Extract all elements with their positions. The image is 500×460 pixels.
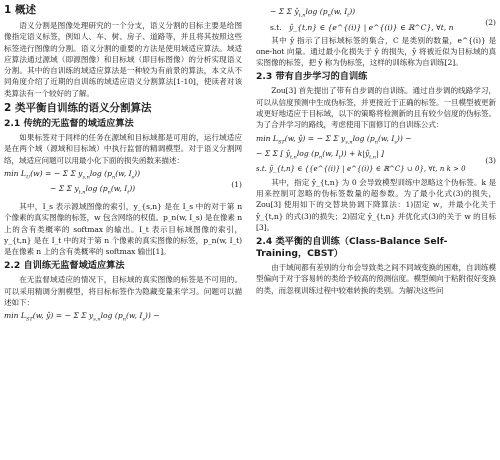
section-2-1-title: 2.1 传统的无监督的域适应算法: [4, 118, 134, 130]
right-paragraph-3: 其中，指定 ŷ_{t,n} 为 0 会导致模型训练中忽略这个伪标签。k 是用来控制可忽略的伪标签数量的超参数。为了最小化式(3)的损失，Zou[3] 使用如下的交替块协调下降算法：1)固定 w，并最小化关于 ŷ_{t,n} 的式(3)的损失；2)固定 ŷ_{t,n} 并优化式(3)的关于 w 的目标[3]。: [256, 177, 496, 232]
equation-3-lhs: min L: [256, 133, 278, 143]
equation-2-term-2: log (p: [100, 311, 123, 321]
equation-1-line-2: − Σ Σ y: [50, 184, 79, 194]
equation-2-term-3: (w, I: [125, 311, 143, 321]
equation-3-line-2b: log (p: [296, 149, 319, 159]
equation-3: $\min L_{ST}(w$, ŷ) = − Σ Σ $y_{s,n}\log$ ($p_n(w$, $I_s$)) − − Σ Σ [ $ŷ_{t,n}\log$ ($p_n(w$, $I_t$)) + $k|ŷ_{t,n}|$ ] s.t. ŷ_{t,n} ∈ {{e^{(i)} | e^{(i)} ∈ ℝ^C} ∪ 0}, ∀t, n k > 0 (3): [256, 133, 496, 173]
left-column: [4, 4, 242, 328]
equation-2-continued: − Σ Σ $ŷ_{t,n}\log$ ($p_n(w$, $I_t$)) s.t. ŷ_{t,n} ∈ {e^{(i)} | e^{(i)} ∈ ℝ^C}, ∀t, n (2): [270, 7, 496, 32]
equation-1-term-2: log (p: [89, 168, 112, 178]
section-2-3-paragraph: Zou[3] 首先提出了带有自步调的自训练。通过自步调的线路学习，可以从信度预测中生成伪标签，并更接近于正确的标签。一旦模型被更新或更好地适应于目标域，以下的策略将检测新的且有较少信度的伪标签。为了合并学习的路线，考虑使用下面修订的自训练公式：: [256, 86, 496, 130]
section-2-4-paragraph: 由于域间都有差别的分布会导致类之间不同域变换的困难，自训练模型偏向于对于容易转的类给予较高的预测信度。模型倾向于粘附很好变换的类，而忽视训练过程中较难转换的类别。为解决这些问: [256, 263, 496, 295]
equation-2-cont-2: log (p: [305, 7, 328, 16]
equation-3-term-1: (w, ŷ) = − Σ Σ y: [284, 133, 346, 143]
equation-3-line-2: − Σ Σ [ ŷ: [256, 149, 291, 159]
equation-2-number: (2): [485, 18, 496, 27]
section-2-2-title: 2.2 自训练无监督域适应算法: [4, 260, 125, 272]
equation-3-line-2c: (w, I: [322, 149, 339, 159]
right-paragraph-1: 其中 ŷ 指示了目标域标签的集合，C 是类别的数量，e^{(i)} 是 one-hot 向量。通过最小化损失于 ŷ 的损失，ŷ 将被近似为目标域的真实图像的标签，把 ŷ 称为伪标签，这样的训练称为自训练[2]。: [256, 35, 496, 68]
equation-1-line-2c: (w, I: [110, 184, 128, 194]
equation-1-number: (1): [231, 179, 242, 189]
section-2-title: 2 类平衡自训练的语义分割算法: [4, 102, 152, 115]
section-2-1-paragraph-2: 其中，I_s 表示源域图像的索引，y_{s,n} 是在 I_s 中的对于第 n 个像素的真实图像的标签，w 包含网络的权值。p_n(w, I_s) 是在像素 n 上的含有类概率的 softmax 的输出。I_t 表示目标域图像的索引，y_{t,n} 是在 I_t 中的对于第 n 个像素的真实图像的标签，p_n(w, I_t) 是在像素 n 上的含有类概率的 softmax 输出[1]。: [4, 202, 242, 257]
equation-3-number: (3): [485, 155, 496, 165]
equation-2-start: $\min L_{ST}(w$, ŷ) = − Σ Σ $y_{s,n}\log$ ($p_n(w$, $I_s$)) −: [4, 311, 160, 323]
section-1-paragraph: 语义分割是图像处理研究的一个分支，语义分割的目标主要是给图像指定语义标签，例如人、车、树、房子、道路等，并且将其按照这些标签进行图像的分割。语义分割的重要的方法是使用域适应算法。域适应算法通过源域（即源图像）和目标域（即目标图像）的分析实现语义分割。其中的自训练的域适应算法是一种较为有前景的算法，本文从不同角度介绍了近期的自训练的域适应语义分割算法[1-10]，使读者对该类算法有一个较好的了解。: [4, 21, 242, 98]
equation-1-lhs: min L: [4, 168, 26, 178]
equation-3-term-2: log (p: [352, 133, 375, 143]
equation-3-line-2d: ) + k|ŷ: [343, 149, 370, 159]
right-column: [256, 4, 496, 296]
equation-3-condition: s.t. ŷ_{t,n} ∈ {{e^{(i)} | e^{(i)} ∈ ℝ^C} ∪ 0}, ∀t, n k > 0: [256, 164, 466, 173]
section-2-2-paragraph: 在无监督域适应的情况下，目标域的真实图像的标签是不可用的。可以采用精调分割模型，将目标标签作为隐藏变量来学习。问题可以描述如下：: [4, 275, 242, 308]
section-2-4-title: 2.4 类平衡的自训练（Class-Balance Self-Training，CBST）: [256, 236, 448, 260]
section-2-1-paragraph-1: 如果标签对于同样的任务在源域和目标域都是可用的，运行域适应是在两个域（源域和目标域）中执行监督的精调模型。对于语义分割网络，域适应问题可以用最小化下面的损失函数来描述：: [4, 133, 242, 165]
equation-2-condition: ŷ_{t,n} ∈ {e^{(i)} | e^{(i)} ∈ ℝ^C}, ∀t, n: [289, 22, 454, 32]
equation-2-cont-1: − Σ Σ ŷ: [270, 7, 299, 16]
equation-2-subject-to: s.t.: [270, 22, 282, 32]
equation-1-term-1: (w) = − Σ Σ y: [30, 168, 83, 178]
equation-1-term-3: (w, I: [115, 168, 132, 178]
equation-1-line-2b: log (p: [85, 184, 108, 194]
equation-2-term-1: (w, ŷ) = − Σ Σ y: [32, 311, 94, 321]
equation-2-cont-3: (w, I: [330, 7, 348, 16]
equation-2-lhs: min L: [4, 311, 26, 321]
equation-1: $\min L_U(w)$ = − Σ Σ $y_{s,n}\log$ ($p_n(w$, $I_s$)) − Σ Σ $y_{t,n}\log$ ($p_n(w$, $I_t$)) (1): [4, 168, 242, 196]
equation-3-term-3: (w, I: [377, 133, 395, 143]
section-1-title: 1 概述: [4, 4, 36, 16]
section-2-3-title: 2.3 带有自步学习的自训练: [256, 71, 368, 83]
